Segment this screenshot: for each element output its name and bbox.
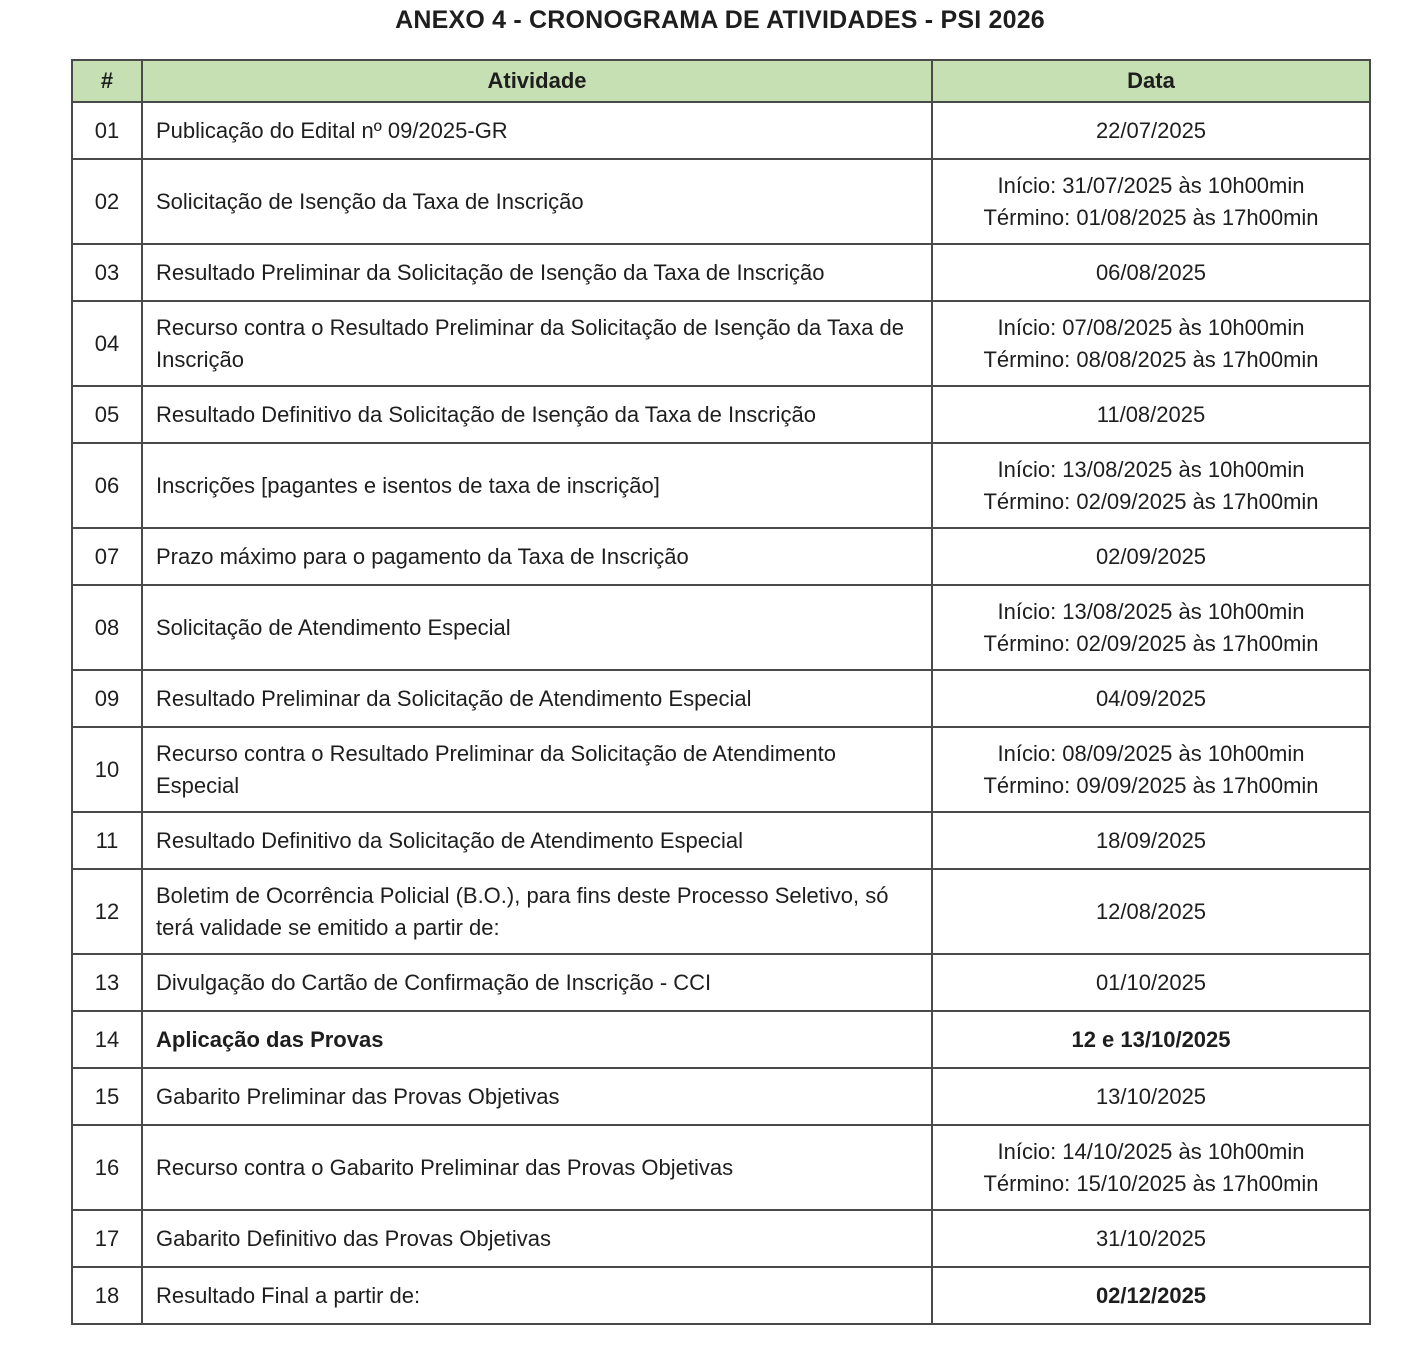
table-row [72,585,1370,670]
table-row [72,102,1370,159]
date-cell: 02/12/2025 [932,1267,1370,1324]
date-end: Término: 02/09/2025 às 17h00min [983,488,1319,514]
date-start: Início: 31/07/2025 às 10h00min [997,172,1305,198]
date-range-cell [932,159,1370,244]
date-range-cell [932,727,1370,812]
row-number: 10 [72,727,142,812]
date-cell: 12 e 13/10/2025 [932,1011,1370,1068]
table-row-highlighted [72,1011,1370,1068]
table-row [72,869,1370,954]
column-header-number: # [72,60,142,102]
activity-cell: Recurso contra o Resultado Preliminar da Solicitação de Isenção da Taxa de Inscrição [142,301,932,386]
date-cell: 22/07/2025 [932,102,1370,159]
date-start: Início: 13/08/2025 às 10h00min [997,598,1305,624]
table-row [72,1068,1370,1125]
activity-cell: Resultado Preliminar da Solicitação de Atendimento Especial [142,670,932,727]
activity-cell: Inscrições [pagantes e isentos de taxa de inscrição] [142,443,932,528]
activity-cell: Resultado Definitivo da Solicitação de Isenção da Taxa de Inscrição [142,386,932,443]
date-range-cell [932,1125,1370,1210]
date-range-cell [932,301,1370,386]
activity-cell: Recurso contra o Resultado Preliminar da Solicitação de Atendimento Especial [142,727,932,812]
date-cell: 31/10/2025 [932,1210,1370,1267]
activity-cell: Resultado Definitivo da Solicitação de Atendimento Especial [142,812,932,869]
table-row [72,443,1370,528]
table-row [72,1267,1370,1324]
row-number: 12 [72,869,142,954]
date-range-cell [932,585,1370,670]
activity-cell: Publicação do Edital nº 09/2025-GR [142,102,932,159]
row-number: 15 [72,1068,142,1125]
date-end: Término: 15/10/2025 às 17h00min [983,1170,1319,1196]
date-cell: 06/08/2025 [932,244,1370,301]
activity-cell: Resultado Preliminar da Solicitação de Isenção da Taxa de Inscrição [142,244,932,301]
row-number: 13 [72,954,142,1011]
activity-cell: Gabarito Definitivo das Provas Objetivas [142,1210,932,1267]
activity-cell: Recurso contra o Gabarito Preliminar das Provas Objetivas [142,1125,932,1210]
date-end: Término: 09/09/2025 às 17h00min [983,772,1319,798]
activity-cell: Resultado Final a partir de: [142,1267,932,1324]
date-start: Início: 07/08/2025 às 10h00min [997,314,1305,340]
table-row [72,301,1370,386]
row-number: 08 [72,585,142,670]
activity-cell: Solicitação de Atendimento Especial [142,585,932,670]
table-row [72,528,1370,585]
column-header-activity: Atividade [142,60,932,102]
row-number: 02 [72,159,142,244]
table-row [72,159,1370,244]
row-number: 05 [72,386,142,443]
table-row [72,244,1370,301]
table-row [72,1210,1370,1267]
date-cell: 11/08/2025 [932,386,1370,443]
activity-cell: Solicitação de Isenção da Taxa de Inscrição [142,159,932,244]
date-cell: 13/10/2025 [932,1068,1370,1125]
date-cell: 12/08/2025 [932,869,1370,954]
date-start: Início: 13/08/2025 às 10h00min [997,456,1305,482]
date-range-cell [932,443,1370,528]
activity-cell: Boletim de Ocorrência Policial (B.O.), para fins deste Processo Seletivo, só terá validade se emitido a partir de: [142,869,932,954]
date-end: Término: 01/08/2025 às 17h00min [983,204,1319,230]
date-end: Término: 02/09/2025 às 17h00min [983,630,1319,656]
row-number: 17 [72,1210,142,1267]
table-row [72,1125,1370,1210]
row-number: 11 [72,812,142,869]
row-number: 16 [72,1125,142,1210]
table-header-row [72,60,1370,102]
date-start: Início: 14/10/2025 às 10h00min [997,1138,1305,1164]
document-title: ANEXO 4 - CRONOGRAMA DE ATIVIDADES - PSI 2026 [395,6,1045,34]
table-row [72,386,1370,443]
date-cell: 02/09/2025 [932,528,1370,585]
date-end: Término: 08/08/2025 às 17h00min [983,346,1319,372]
date-cell: 18/09/2025 [932,812,1370,869]
row-number: 18 [72,1267,142,1324]
column-header-date: Data [932,60,1370,102]
activity-cell: Divulgação do Cartão de Confirmação de Inscrição - CCI [142,954,932,1011]
row-number: 04 [72,301,142,386]
row-number: 06 [72,443,142,528]
schedule-table [71,59,1371,1325]
date-start: Início: 08/09/2025 às 10h00min [997,740,1305,766]
row-number: 03 [72,244,142,301]
row-number: 07 [72,528,142,585]
row-number: 14 [72,1011,142,1068]
date-cell: 01/10/2025 [932,954,1370,1011]
activity-cell: Aplicação das Provas [142,1011,932,1068]
row-number: 01 [72,102,142,159]
date-cell: 04/09/2025 [932,670,1370,727]
activity-cell: Gabarito Preliminar das Provas Objetivas [142,1068,932,1125]
table-row [72,670,1370,727]
row-number: 09 [72,670,142,727]
table-row [72,954,1370,1011]
activity-cell: Prazo máximo para o pagamento da Taxa de Inscrição [142,528,932,585]
table-row [72,727,1370,812]
table-row [72,812,1370,869]
